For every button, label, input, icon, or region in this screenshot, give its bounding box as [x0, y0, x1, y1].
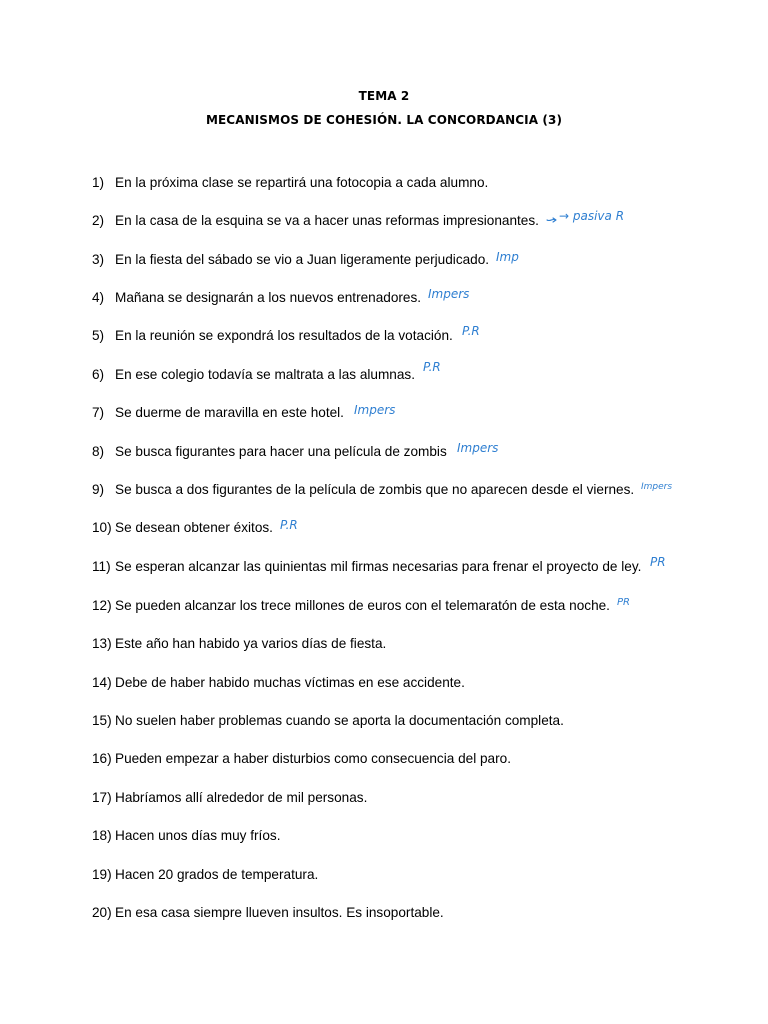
- item-text: En la casa de la esquina se va a hacer unas reformas impresionantes.: [115, 213, 539, 228]
- annotation-text: P.R: [461, 324, 480, 338]
- item-number: 13): [92, 636, 112, 651]
- annotation-text: PR: [650, 555, 666, 569]
- item-text: Se busca figurantes para hacer una película de zombis: [115, 444, 447, 459]
- page-subtitle: MECANISMOS DE COHESIÓN. LA CONCORDANCIA (3): [205, 113, 563, 127]
- item-number: 15): [92, 713, 112, 728]
- annotation-text: PR: [616, 597, 630, 608]
- list-item: [92, 826, 732, 846]
- item-number: 12): [92, 598, 112, 613]
- handwritten-annotation: [279, 515, 309, 533]
- handwritten-annotation: [453, 439, 507, 457]
- handwritten-annotation: [459, 323, 489, 341]
- item-number: 16): [92, 751, 112, 766]
- item-text: Mañana se designarán a los nuevos entrenadores.: [115, 290, 422, 305]
- item-number: 19): [92, 867, 112, 882]
- item-text: Este año han habido ya varios días de fiesta.: [115, 636, 387, 651]
- item-number: 9): [92, 482, 105, 497]
- annotation-text: Impers: [456, 441, 498, 455]
- annotation-text: → pasiva R: [558, 209, 624, 223]
- item-text: No suelen haber problemas cuando se aporta la documentación completa.: [115, 713, 564, 728]
- list-item: [92, 403, 732, 423]
- list-item: [92, 250, 732, 270]
- handwritten-annotation: [350, 400, 400, 418]
- item-number: 18): [92, 828, 112, 843]
- item-text: Se desean obtener éxitos.: [115, 520, 273, 535]
- list-item: [92, 288, 732, 308]
- annotation-text: P.R: [279, 518, 298, 532]
- handwritten-annotation: [616, 593, 640, 611]
- item-text: Se pueden alcanzar los trece millones de euros con el telemaratón de esta noche.: [115, 598, 610, 613]
- item-text: En ese colegio todavía se maltrata a las alumnas.: [115, 367, 415, 382]
- list-item: [92, 634, 732, 654]
- list-item: [92, 788, 732, 808]
- list-item: [92, 173, 732, 193]
- handwriting-mark: [545, 208, 624, 226]
- item-number: 8): [92, 444, 105, 459]
- item-number: 3): [92, 252, 105, 267]
- list-item: [92, 673, 732, 693]
- item-text: En esa casa siempre llueven insultos. Es insoportable.: [115, 905, 444, 920]
- item-text: En la reunión se expondrá los resultados de la votación.: [115, 328, 453, 343]
- item-number: 14): [92, 675, 112, 690]
- item-text: Se esperan alcanzar las quinientas mil firmas necesarias para frenar el proyecto de ley.: [115, 559, 642, 574]
- handwritten-annotation: [421, 362, 451, 380]
- item-text: Se busca a dos figurantes de la película de zombis que no aparecen desde el viernes.: [115, 482, 635, 497]
- item-text: Debe de haber habido muchas víctimas en ese accidente.: [115, 675, 465, 690]
- list-item: [92, 480, 732, 500]
- handwritten-annotation: [647, 554, 671, 572]
- annotation-text: Impers: [353, 403, 396, 417]
- annotation-text: Impers: [427, 287, 470, 301]
- handwritten-annotation: [495, 247, 525, 267]
- list-item: [92, 711, 732, 731]
- list-item: [92, 360, 732, 385]
- item-text: Hacen 20 grados de temperatura.: [115, 867, 319, 882]
- annotation-text: P.R: [422, 360, 441, 374]
- item-text: Habríamos allí alrededor de mil personas.: [115, 790, 368, 805]
- item-number: 4): [92, 290, 105, 305]
- item-number: 2): [92, 213, 105, 228]
- item-text: En la fiesta del sábado se vio a Juan ligeramente perjudicado.: [115, 252, 490, 267]
- annotation-text: Impers: [640, 482, 673, 492]
- list-item: [92, 211, 732, 231]
- handwritten-annotation: [640, 477, 673, 495]
- list-item: [92, 326, 732, 346]
- list-item: [92, 442, 732, 462]
- handwritten-annotation: [427, 285, 483, 303]
- item-number: 5): [92, 328, 105, 343]
- list-item: [92, 749, 732, 769]
- item-text: En la próxima clase se repartirá una fotocopia a cada alumno.: [115, 175, 489, 190]
- page-title: TEMA 2: [358, 89, 410, 103]
- list-item: [92, 596, 732, 616]
- item-text: Hacen unos días muy fríos.: [115, 828, 281, 843]
- list-item: [92, 865, 732, 885]
- item-number: 7): [92, 405, 105, 420]
- list-item: [92, 557, 732, 577]
- list-item: [92, 903, 732, 923]
- list-item: [92, 518, 732, 538]
- handwritten-annotation: [545, 208, 624, 226]
- item-text: Pueden empezar a haber disturbios como consecuencia del paro.: [115, 751, 511, 766]
- annotation-text: Imp: [495, 250, 519, 264]
- item-number: 11): [92, 559, 111, 574]
- item-number: 6): [92, 367, 105, 382]
- item-number: 10): [92, 520, 112, 535]
- item-number: 20): [92, 905, 112, 920]
- item-text: Se duerme de maravilla en este hotel.: [115, 405, 344, 420]
- item-number: 1): [92, 175, 105, 190]
- item-number: 17): [92, 790, 112, 805]
